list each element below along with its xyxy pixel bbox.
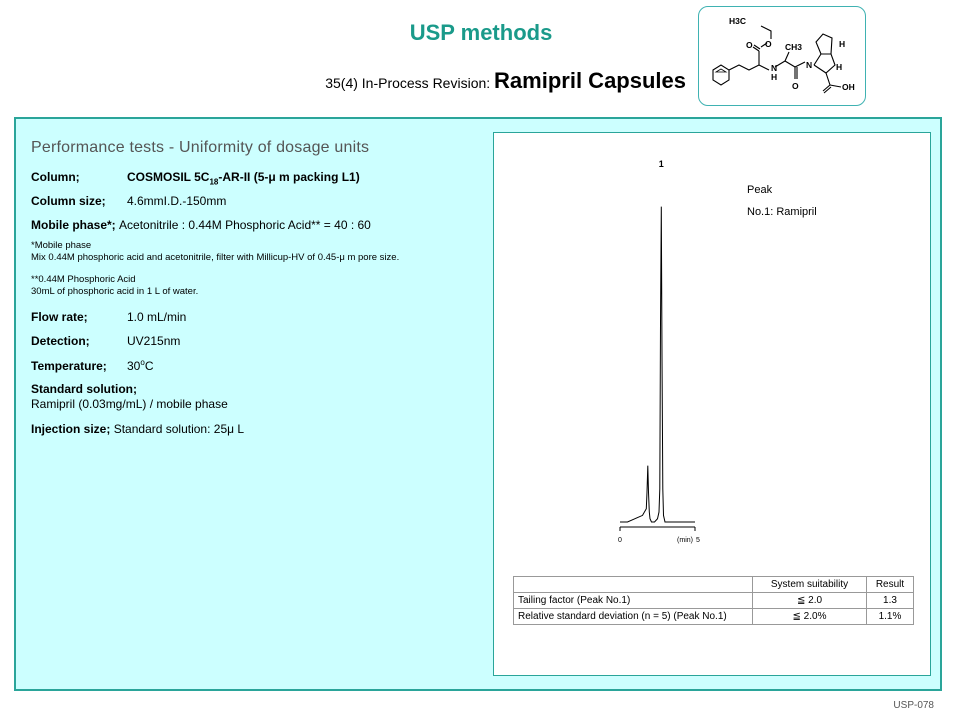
injection-value: Standard solution: 25μ L (113, 422, 245, 436)
note-mobile-phase (31, 240, 399, 264)
amide-o-label: O (792, 81, 799, 91)
flow-rate-row (31, 310, 186, 324)
column-size-row (31, 194, 226, 208)
row-criterion: ≦ 2.0% (753, 609, 867, 625)
phenyl-inner (716, 69, 726, 72)
row-criterion: ≦ 2.0 (753, 593, 867, 609)
ramipril-structure (698, 6, 866, 106)
pyrrolidine-ring (814, 54, 835, 73)
peak-legend-entry: No.1: Ramipril (747, 206, 817, 218)
methyl-label: CH3 (785, 42, 803, 52)
column-value (127, 170, 360, 186)
row-result: 1.3 (867, 593, 914, 609)
chromatogram-trace (620, 207, 695, 522)
section-title: Performance tests - Uniformity of dosage units (31, 139, 370, 156)
temperature-row (31, 358, 153, 373)
standard-value: Ramipril (0.03mg/mL) / mobile phase (31, 397, 228, 411)
chromatogram (600, 150, 710, 550)
alpha-bond (759, 65, 769, 70)
note-phosphoric-acid (31, 274, 198, 298)
nh-n-label: N (771, 63, 778, 73)
cyclopentane-ring (816, 34, 832, 54)
amide-n-bond (795, 62, 805, 67)
page-subtitle (325, 68, 686, 94)
detection-row (31, 334, 180, 348)
x-tick-label-0: 0 (618, 537, 622, 544)
system-suitability-table (513, 576, 914, 625)
ester-carbonyl-label: O (746, 40, 753, 50)
nh-h-label: H (771, 72, 778, 82)
ala-methyl-bond (785, 52, 789, 61)
subtitle-main: Ramipril Capsules (494, 68, 686, 93)
footer-code: USP-078 (893, 700, 934, 711)
note2-title: **0.44M Phosphoric Acid (31, 274, 136, 285)
propyl-chain (729, 65, 759, 70)
row-name: Relative standard deviation (n = 5) (Peak No.1) (514, 609, 753, 625)
flow-rate-label: Flow rate; (31, 310, 88, 324)
detection-value: UV215nm (127, 334, 181, 348)
row-result: 1.1% (867, 609, 914, 625)
acid-co (823, 85, 830, 91)
phenyl-ring (713, 65, 729, 85)
h-top-label: H (839, 39, 846, 49)
acid-oh-bond (830, 85, 841, 87)
table-row (514, 593, 914, 609)
note2-text: 30mL of phosphoric acid in 1 L of water. (31, 286, 199, 297)
column-row (31, 170, 360, 186)
note1-text: Mix 0.44M phosphoric acid and acetonitrile, filter with Millicup-HV of 0.45-μ m pore size. (31, 252, 400, 263)
table-header-row (514, 577, 914, 593)
subtitle-prefix: 35(4) In-Process Revision: (325, 75, 495, 91)
flow-rate-value: 1.0 mL/min (127, 310, 187, 324)
h-bottom-label: H (836, 62, 843, 72)
table-row (514, 609, 914, 625)
ester-o-label: O (765, 39, 772, 49)
ethyl-label: H3C (729, 16, 747, 26)
ethyl-chain (761, 26, 771, 39)
peak-legend-title: Peak (747, 184, 773, 196)
mobile-phase-label: Mobile phase*; (31, 218, 116, 232)
injection-label: Injection size; (31, 422, 111, 436)
detection-label: Detection; (31, 334, 90, 348)
peak-1-label: 1 (658, 159, 664, 169)
temperature-value (127, 358, 153, 373)
acid-bond (826, 73, 830, 85)
column-label: Column; (31, 170, 80, 184)
table-header-criterion: System suitability (753, 577, 867, 593)
page-title: USP methods (409, 20, 553, 45)
temperature-degree: o (140, 358, 145, 367)
column-value-post: -AR-II (5-μ m packing L1) (218, 170, 360, 184)
temperature-label: Temperature; (31, 359, 107, 373)
temperature-num: 30 (127, 359, 141, 373)
ring-n-label: N (806, 60, 813, 70)
injection-row (31, 422, 244, 436)
column-value-sub: 18 (209, 177, 219, 187)
mobile-phase-row (31, 218, 371, 232)
ala-carbonyl-bond (785, 61, 795, 67)
standard-label: Standard solution; (31, 382, 137, 396)
acid-co-2 (824, 87, 831, 93)
oh-label: OH (842, 82, 855, 92)
column-value-pre: COSMOSIL 5C (127, 170, 210, 184)
row-name: Tailing factor (Peak No.1) (514, 593, 753, 609)
x-axis-label: (min) (677, 537, 693, 544)
temperature-unit: C (144, 359, 154, 373)
mobile-phase-value: Acetonitrile : 0.44M Phosphoric Acid** = 40 : 60 (119, 218, 371, 232)
x-tick-label-5: 5 (696, 537, 700, 544)
column-size-value: 4.6mmI.D.-150mm (127, 194, 227, 208)
table-header-result: Result (867, 577, 914, 593)
table-header-blank (514, 577, 753, 593)
note1-title: *Mobile phase (31, 240, 92, 251)
column-size-label: Column size; (31, 194, 106, 208)
structure-drawing (699, 7, 865, 105)
standard-row (31, 382, 228, 411)
